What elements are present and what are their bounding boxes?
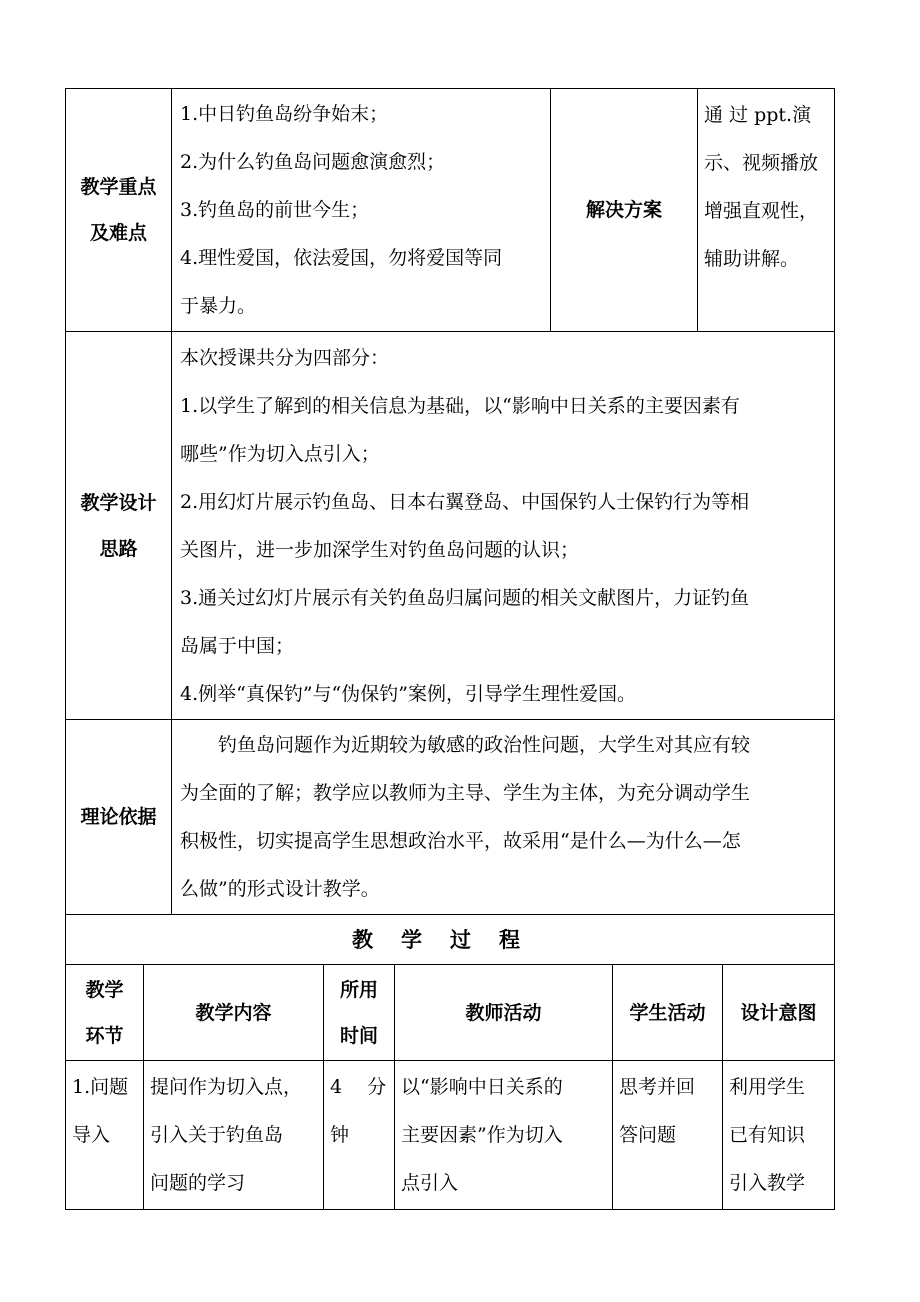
design-text: 本次授课共分为四部分： 1.以学生了解到的相关信息为基础，以“影响中日关系的主要因素有 哪些”作为切入点引入； 2.用幻灯片展示钓鱼岛、日本右翼登岛、中国保钓人士保钓行为等相 关图片，进一步加深学生对钓鱼岛问题的认识； 3.通关过幻灯片展示有关钓鱼岛归属问题的相关文献图片，力证钓鱼 岛属于中国； 4.例举“真保钓”与“伪保钓”案例，引导学生理性爱国。 xyxy=(172,332,835,720)
row-student: 思考并回 答问题 xyxy=(613,1061,723,1210)
row-time: 4 分 钟 xyxy=(324,1061,395,1210)
key-point-item: 4.理性爱国，依法爱国，勿将爱国等同 xyxy=(180,247,503,269)
design-row xyxy=(66,332,835,720)
process-title-row xyxy=(66,915,835,965)
key-point-item: 于暴力。 xyxy=(180,295,257,317)
header-intent: 设计意图 xyxy=(723,965,835,1061)
key-point-item: 3.钓鱼岛的前世今生； xyxy=(180,199,370,221)
header-stage: 教学 环节 xyxy=(66,965,144,1061)
header-content: 教学内容 xyxy=(144,965,324,1061)
key-point-item: 2.为什么钓鱼岛问题愈演愈烈； xyxy=(180,151,446,173)
key-points-label: 教学重点 及难点 xyxy=(66,89,172,332)
row-stage: 1.问题 导入 xyxy=(66,1061,144,1210)
lesson-plan-top-table xyxy=(65,88,835,915)
row-teacher: 以“影响中日关系的 主要因素”作为切入 点引入 xyxy=(395,1061,613,1210)
header-student: 学生活动 xyxy=(613,965,723,1061)
process-header-row xyxy=(66,965,835,1061)
key-points-list xyxy=(172,89,551,332)
design-label: 教学设计 思路 xyxy=(66,332,172,720)
theory-label: 理论依据 xyxy=(66,720,172,915)
row-content: 提问作为切入点， 引入关于钓鱼岛 问题的学习 xyxy=(144,1061,324,1210)
theory-row xyxy=(66,720,835,915)
header-teacher: 教师活动 xyxy=(395,965,613,1061)
solution-label: 解决方案 xyxy=(551,89,698,332)
header-time: 所用 时间 xyxy=(324,965,395,1061)
key-point-item: 1.中日钓鱼岛纷争始末； xyxy=(180,103,389,125)
theory-text: 钓鱼岛问题作为近期较为敏感的政治性问题，大学生对其应有较 为全面的了解；教学应以教师为主导、学生为主体，为充分调动学生 积极性，切实提高学生思想政治水平，故采用“是什么—为什么—怎 么做”的形式设计教学。 xyxy=(172,720,835,915)
row-intent: 利用学生 已有知识 引入教学 xyxy=(723,1061,835,1210)
table-row xyxy=(66,1061,835,1210)
lesson-plan-sheet xyxy=(65,88,834,1210)
key-points-row xyxy=(66,89,835,332)
teaching-process-table xyxy=(65,914,835,1210)
solution-text: 通 过 ppt.演 示、视频播放 增强直观性， 辅助讲解。 xyxy=(698,89,835,332)
process-title: 教学过程 xyxy=(66,915,835,965)
